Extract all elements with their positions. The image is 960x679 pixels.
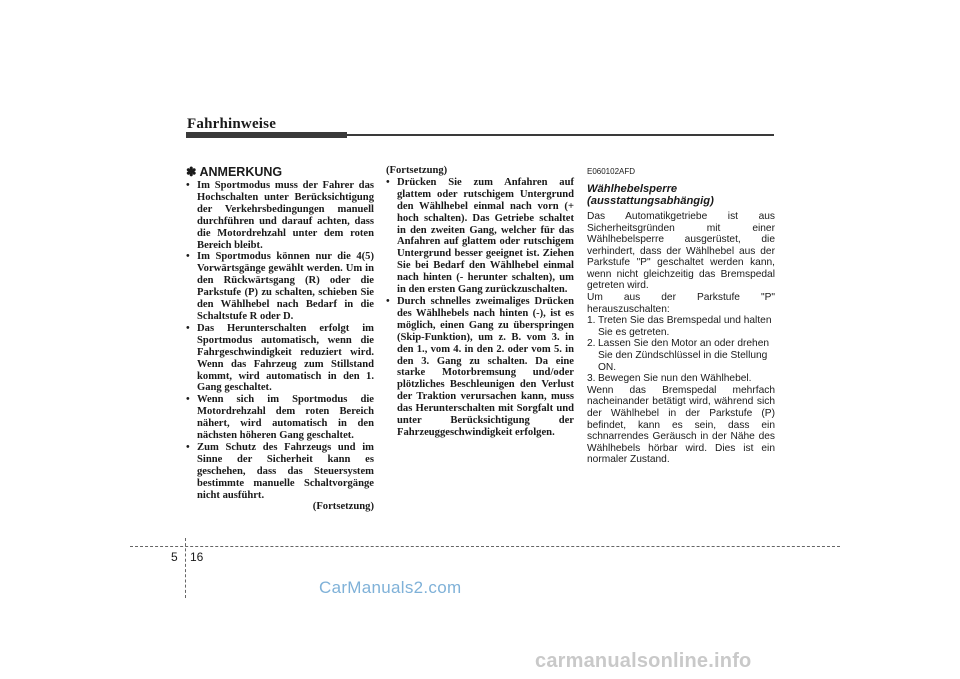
list-item: • Durch schnelles zweimaliges Drücken des Wählhebels nach hinten (-), ist es möglich, einen Gang zu überspringen (Skip-Funktion), um z. B. vom 3. in den 1., vom 4. in den 2. oder vom 5. in den 3. Gang zu schalten. Da eine starke Motorbremsung und/oder plötzliches Beschleunigen den Verlust der Traktion verursachen kann, muss das Herunterschalten mit Sorgfalt und unter Berücksichtigung der Fahrzeuggeschwindigkeit erfolgen. <box>386 295 574 438</box>
note-star-icon: ✽ <box>186 165 197 179</box>
note-bullet-list-continued <box>386 177 574 439</box>
list-item: • Wenn sich im Sportmodus die Motordrehzahl dem roten Bereich nähert, wird automatisch in den nächsten höheren Gang geschaltet. <box>186 394 374 442</box>
list-item: 3. Bewegen Sie nun den Wählhebel. <box>587 373 752 385</box>
bullet-icon: • <box>386 295 390 307</box>
note-heading-label: ANMERKUNG <box>199 165 283 179</box>
outro-paragraph: Wenn das Bremspedal mehrfach nacheinander betätigt wird, während sich der Wählhebel in der Parkstufe (P) befindet, kann es sein, dass ein schnarrendes Geräusch in der Nähe des Wählhebels hörbar wird. Dies ist ein normaler Zustand. <box>587 384 775 466</box>
header-rule-thick <box>186 132 347 138</box>
page-number: 16 <box>190 550 204 564</box>
footer-divider <box>185 538 186 598</box>
bullet-icon: • <box>386 176 390 188</box>
column-note <box>186 165 374 513</box>
note-heading <box>186 165 374 179</box>
continued-label: (Fortsetzung) <box>312 501 374 513</box>
bullet-icon: • <box>186 441 190 453</box>
column-shift-lock <box>587 165 775 466</box>
lead-paragraph: Um aus der Parkstufe "P" herauszuschalten: <box>587 292 775 315</box>
bullet-icon: • <box>186 251 190 263</box>
list-item: • Zum Schutz des Fahrzeugs und im Sinne der Sicherheit kann es geschehen, dass das Steuersystem bestimmte manuelle Schaltvorgänge nicht ausführt. <box>186 441 374 501</box>
bullet-icon: • <box>186 180 190 191</box>
list-item: • Drücken Sie zum Anfahren auf glattem oder rutschigem Untergrund den Wählhebel einmal nach vorn (+ hoch schalten). Das Getriebe schaltet in den zweiten Gang, welcher für das Anfahren auf glattem oder rutschigem Untergrund besser geeignet ist. Ziehen Sie bei Bedarf den Wählhebel einmal nach hinten (- herunter schalten), um in den ersten Gang zurückzuschalten. <box>386 176 574 296</box>
watermark-link[interactable]: CarManuals2.com <box>319 578 462 597</box>
note-bullet-list <box>186 180 374 501</box>
steps-list <box>587 315 775 385</box>
bullet-icon: • <box>186 394 190 406</box>
continued-heading: (Fortsetzung) <box>386 165 448 176</box>
header-rule-thin <box>347 134 774 136</box>
section-code: E060102AFD <box>587 167 636 176</box>
section-heading: Wählhebelsperre (ausstattungsabhängig) <box>587 182 714 208</box>
list-item: • Im Sportmodus können nur die 4(5) Vorwärtsgänge gewählt werden. Um in den Rückwärtsgang (R) oder die Parkstufe (P) zu schalten, schieben Sie den Wählhebel nach Bedarf in die Schaltstufe R oder D. <box>186 251 374 322</box>
bullet-icon: • <box>186 322 190 334</box>
column-note-continued <box>386 165 574 439</box>
list-item: 1. Treten Sie das Bremspedal und halten Sie es getreten. <box>587 315 772 338</box>
page-header-title: Fahrhinweise <box>187 116 277 132</box>
footer-rule <box>130 546 840 547</box>
list-item: • Das Herunterschalten erfolgt im Sportmodus automatisch, wenn die Fahrgeschwindigkeit reduziert wird. Wenn das Fahrzeug zum Stillstand kommt, wird automatisch in den 1. Gang geschaltet. <box>186 322 374 394</box>
list-item: 2. Lassen Sie den Motor an oder drehen Sie den Zündschlüssel in die Stellung ON. <box>587 338 770 373</box>
intro-paragraph: Das Automatikgetriebe ist aus Sicherheitsgründen mit einer Wählhebelsperre ausgerüstet, die verhindert, dass der Wählhebel aus der Parkstufe "P" geschaltet werden kann, wenn nicht gleichzeitig das Bremspedal getreten wird. <box>587 210 775 292</box>
site-watermark: carmanualsonline.info <box>535 650 752 672</box>
chapter-number: 5 <box>171 550 178 564</box>
list-item: • Im Sportmodus muss der Fahrer das Hochschalten unter Berücksichtigung der Verkehrsbedingungen manuell durchführen und darauf achten, dass die Motordrehzahl unter dem roten Bereich bleibt. <box>186 180 374 251</box>
